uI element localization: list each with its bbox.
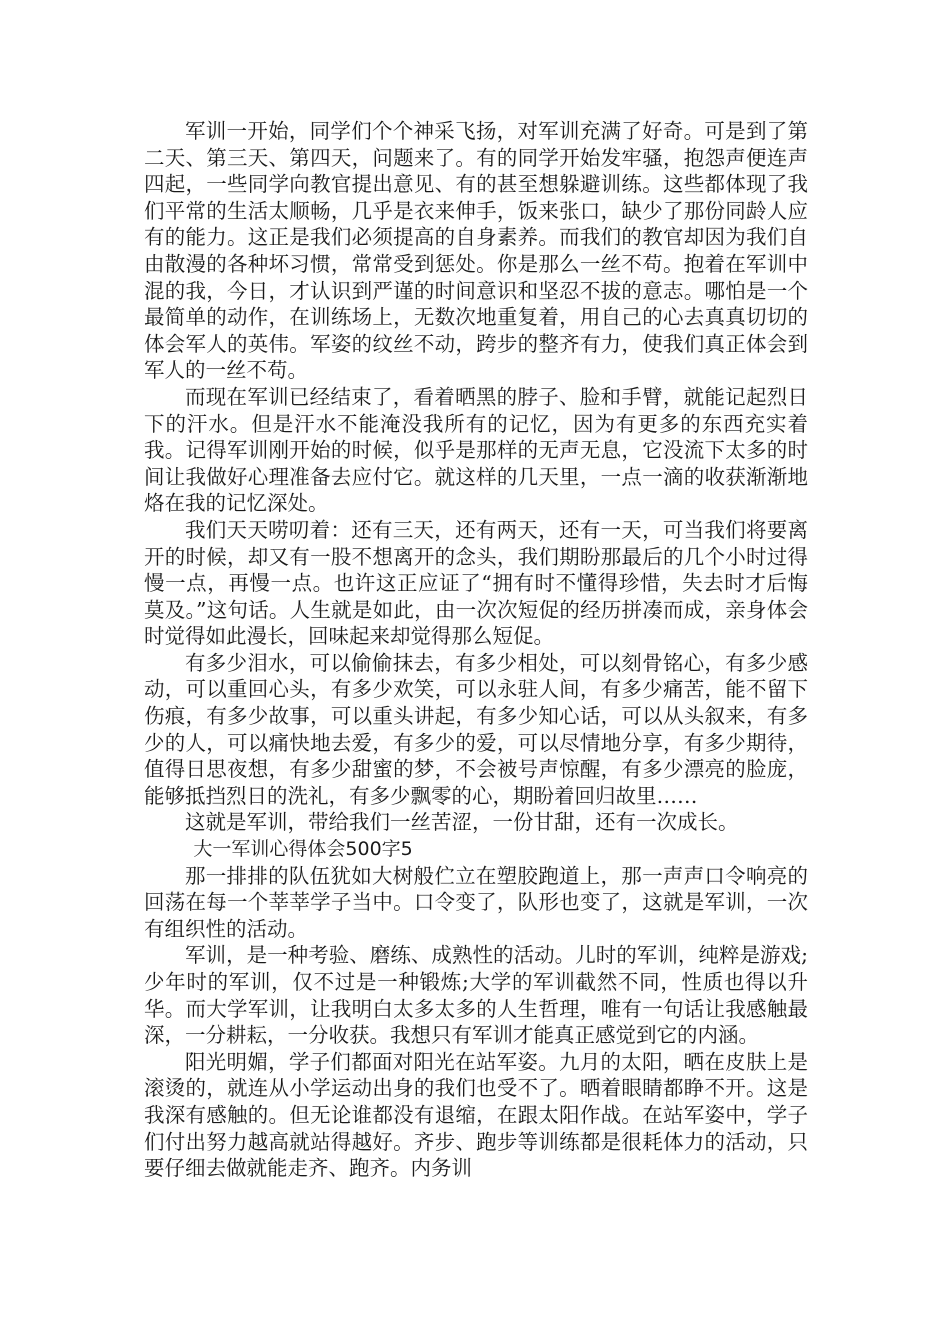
paragraph-this-is-training: 这就是军训，带给我们一丝苦涩，一份甘甜，还有一次成长。 xyxy=(185,810,739,835)
paragraph-military-training-start: 军训一开始，同学们个个神采飞扬，对军训充满了好奇。可是到了第二天、第三天、第四天，问题来了。有的同学开始发牢骚，抱怨声便连声四起，一些同学向教官提出意见、有的甚至想躲避训练。这些都体现了我们平常的生活太顺畅，几乎是衣来伸手，饭来张口，缺少了那份同龄人应有的能力。这正是我们必须提高的自身素养。而我们的教官却因为我们自由散漫的各种坏习惯，常常受到惩处。你是那么一丝不苟。抱着在军训中混的我，今日，才认识到严谨的时间意识和坚忍不拔的意志。哪怕是一个最简单的动作，在训练场上，无数次地重复着，用自己的心去真真切切的体会军人的英伟。军姿的纹丝不动，跨步的整齐有力，使我们真正体会到军人的一丝不苟。 xyxy=(144,119,808,383)
paragraph-ranks-of-team: 那一排排的队伍犹如大树般伫立在塑胶跑道上，那一声声口令响亮的回荡在每一个莘莘学子当中。口令变了，队形也变了，这就是军训，一次有组织性的活动。 xyxy=(144,863,808,941)
document-page xyxy=(144,118,808,1182)
paragraph-training-ended: 而现在军训已经结束了，看着晒黑的脖子、脸和手臂，就能记起烈日下的汗水。但是汗水不能淹没我所有的记忆，因为有更多的东西充实着我。记得军训刚开始的时候，似乎是那样的无声无息，它没流下太多的时间让我做好心理准备去应付它。就这样的几天里，一点一滴的收获渐渐地烙在我的记忆深处。 xyxy=(144,384,808,516)
paragraph-bright-sunshine: 阳光明媚，学子们都面对阳光在站军姿。九月的太阳，晒在皮肤上是滚烫的，就连从小学运动出身的我们也受不了。晒着眼睛都睁不开。这是我深有感触的。但无论谁都没有退缩，在跟太阳作战。在站军姿中，学子们付出努力越高就站得越好。齐步、跑步等训练都是很耗体力的活动，只要仔细去做就能走齐、跑齐。内务训 xyxy=(144,1049,808,1181)
section-heading: 大一军训心得体会500字5 xyxy=(193,838,413,861)
paragraph-counting-days: 我们天天唠叨着：还有三天，还有两天，还有一天，可当我们将要离开的时候，却又有一股不想离开的念头，我们期盼那最后的几个小时过得慢一点，再慢一点。也许这正应证了“拥有时不懂得珍惜，失去时才后悔莫及。”这句话。人生就是如此，由一次次短促的经历拼凑而成，亲身体会时觉得如此漫长，回味起来却觉得那么短促。 xyxy=(144,517,808,649)
paragraph-how-many: 有多少泪水，可以偷偷抹去，有多少相处，可以刻骨铭心，有多少感动，可以重回心头，有多少欢笑，可以永驻人间，有多少痛苦，能不留下伤痕，有多少故事，可以重头讲起，有多少知心话，可以从头叙来，有多少的人，可以痛快地去爱，有多少的爱，可以尽情地分享，有多少期待，值得日思夜想，有多少甜蜜的梦，不会被号声惊醒，有多少漂亮的脸庞，能够抵挡烈日的洗礼，有多少飘零的心，期盼着回归故里…… xyxy=(144,650,808,808)
paragraph-test-and-training: 军训，是一种考验、磨练、成熟性的活动。儿时的军训，纯粹是游戏;少年时的军训，仅不过是一种锻炼;大学的军训截然不同，性质也得以升华。而大学军训，让我明白太多太多的人生哲理，唯有一句话让我感触最深，一分耕耘，一分收获。我想只有军训才能真正感觉到它的内涵。 xyxy=(144,943,808,1048)
